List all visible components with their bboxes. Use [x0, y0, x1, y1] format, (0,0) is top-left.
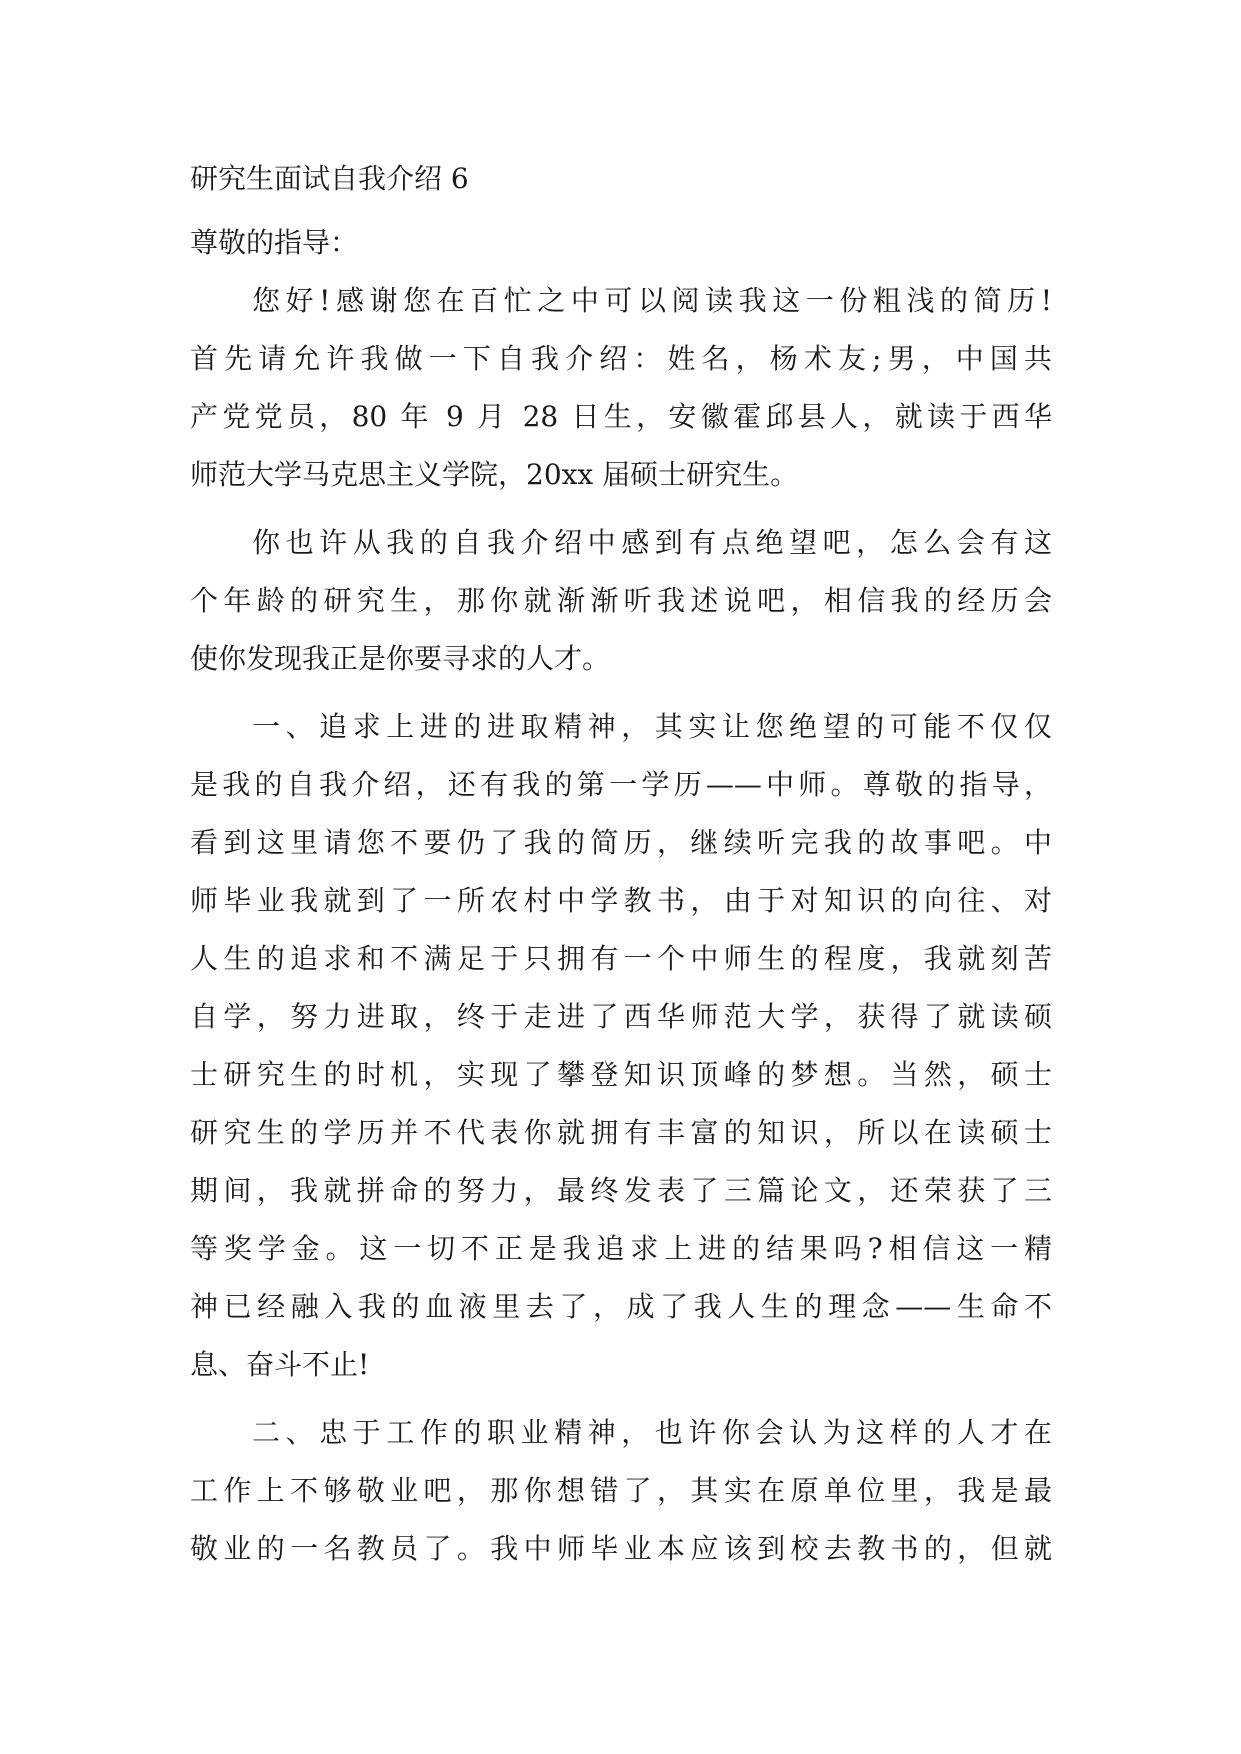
paragraph-line: 你也许从我的自我介绍中感到有点绝望吧，怎么会有这 — [252, 526, 1052, 559]
paragraph-line: 期间，我就拼命的努力，最终发表了三篇论文，还荣获了三 — [190, 1174, 1052, 1207]
paragraph-line: 二、忠于工作的职业精神，也许你会认为这样的人才在 — [252, 1416, 1052, 1449]
document-body — [190, 272, 1052, 1578]
paragraph-line: 敬业的一名教员了。我中师毕业本应该到校去教书的，但就 — [190, 1532, 1052, 1565]
paragraph-line: 个年龄的研究生，那你就渐渐听我述说吧，相信我的经历会 — [190, 584, 1052, 617]
salutation: 尊敬的指导： — [190, 226, 359, 259]
paragraph-greeting — [190, 272, 1052, 504]
paragraph-line: 产党党员，80 年 9 月 28 日生，安徽霍邱县人，就读于西华 — [190, 400, 1052, 433]
paragraph-line: 是我的自我介绍，还有我的第一学历——中师。尊敬的指导， — [190, 768, 1052, 801]
paragraph-line: 等奖学金。这一切不正是我追求上进的结果吗?相信这一精 — [190, 1232, 1052, 1265]
paragraph-line: 看到这里请您不要仍了我的简历，继续听完我的故事吧。中 — [190, 826, 1052, 859]
paragraph-line: 师毕业我就到了一所农村中学教书，由于对知识的向往、对 — [190, 884, 1052, 917]
paragraph-line: 息、奋斗不止! — [190, 1348, 370, 1381]
paragraph-line: 神已经融入我的血液里去了，成了我人生的理念——生命不 — [190, 1290, 1052, 1323]
paragraph-line: 您好!感谢您在百忙之中可以阅读我这一份粗浅的简历! — [252, 284, 1052, 317]
paragraph-section-one — [190, 698, 1052, 1394]
paragraph-line: 工作上不够敬业吧，那你想错了，其实在原单位里，我是最 — [190, 1474, 1052, 1507]
document-page — [190, 150, 1052, 1588]
paragraph-line: 一、追求上进的进取精神，其实让您绝望的可能不仅仅 — [252, 710, 1052, 743]
paragraph-line: 研究生的学历并不代表你就拥有丰富的知识，所以在读硕士 — [190, 1116, 1052, 1149]
paragraph-section-two — [190, 1404, 1052, 1578]
document-title: 研究生面试自我介绍 6 — [190, 162, 469, 195]
paragraph-line: 师范大学马克思主义学院，20xx 届硕士研究生。 — [190, 458, 799, 491]
paragraph-intro — [190, 514, 1052, 688]
paragraph-line: 人生的追求和不满足于只拥有一个中师生的程度，我就刻苦 — [190, 942, 1052, 975]
paragraph-line: 士研究生的时机，实现了攀登知识顶峰的梦想。当然，硕士 — [190, 1058, 1052, 1091]
paragraph-line: 首先请允许我做一下自我介绍：姓名，杨术友;男，中国共 — [190, 342, 1052, 375]
paragraph-line: 自学，努力进取，终于走进了西华师范大学，获得了就读硕 — [190, 1000, 1052, 1033]
paragraph-line: 使你发现我正是你要寻求的人才。 — [190, 642, 611, 675]
